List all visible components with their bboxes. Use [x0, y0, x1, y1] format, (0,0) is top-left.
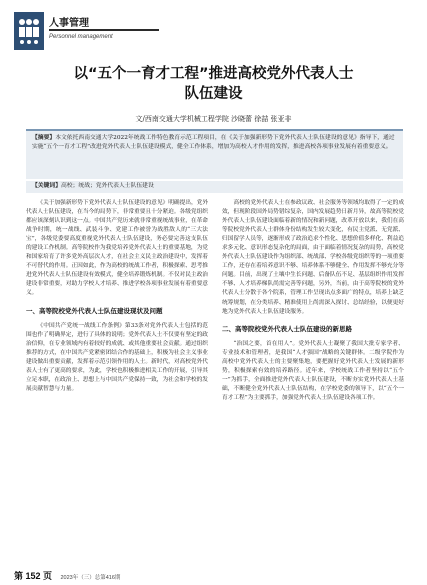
keywords-text: 高校；统战；党外代表人士队伍建设: [61, 183, 154, 189]
section-heading-2: 二、高等院校党外代表人士队伍建设的新思路: [222, 324, 352, 333]
section-subtitle: Personnel management: [49, 34, 113, 40]
paragraph: 高校的党外代表人士在参政议政、社会服务等领域均取得了一定的成效，但现阶段国外局势错综复杂，国内发展趋势日新月异，故高等院校党外代表人士队伍建设面临着新的情况和新问题，改革开放以来，我们在高等院校党外代表人士群体身份结构发生较大变化，有民主党派、无党派、归国留学人员等，逐渐形成了政治追求个性化、思想价值多样化、利益追求多元化、意识形态复杂化的局面，由于面临着情况复杂的局势，高校党外代表人士队伍建设作为组织部、统战部、学校各级党组织等的一项重要工作，还存在着培养意识不够、培养体系不够健全、作用发挥不够充分等问题。目前，出现了土壤中生长问题、后备队伍不足、基层组织作用发挥不够、人才培养梯队尚需完善等问题，另外，当前，由于高等院校的党外代表人士分散于各个院系，管理工作呈现出点多面广的特点，培养上缺乏统筹规划，在分类培养、精准使用上尚需深入探讨、总结经验，以便更好地为党外代表人士队伍建设服务。: [222, 200, 405, 315]
keywords-box: [26, 181, 403, 193]
issue-info: 2023年（三）总第416期: [60, 575, 121, 581]
abstract-label: 【摘要】: [32, 135, 56, 141]
section-title: 人事管理: [49, 18, 89, 29]
section-header: [14, 10, 194, 52]
section-heading-1: 一、高等院校党外代表人士队伍建设现状及问题: [26, 306, 163, 315]
paragraph: “治国之要，首在用人”。党外代表人士凝聚了我国大批专家学者、专业技术和管理者，是我国“人才强国”战略的关键群体。二级学院作为高校中党外代表人士的主要聚集地，要把握好党外代表人士发展的新形势，积极探索有效的培养路径。近年来，学校统战工作者坚持以“五个一”为抓手，全面推进党外代表人士队伍建设，不断夯实党外代表人士基础，不断健全党外代表人士队伍结构，在学校党委的领导下，以“五个一育才工程”为主要抓手，加强党外代表人士队伍建设各项工作。: [222, 340, 404, 401]
title-line-1: 以“五个一育才工程”推进高校党外代表人士: [73, 66, 354, 82]
abstract-text: 本文依托西南交通大学2022年统战工作特色教育示范工程项目，在《关于加强新形势下党外代表人士队伍建设的意见》指导下，通过实施“五个一育才工程”改进党外代表人士队伍建设模式，健全工作体系，增加为高校人才作用的发挥，推进高校各项事业发展有着重要意义。: [32, 135, 395, 151]
paragraph: 《中国共产党统一战线工作条例》第33条对党外代表人士包括的范围也作了明确界定，进行了具体的说明；党外代表人士不仅要有坚定的政治信仰，在专业领域内有着较好的成就、或其他重要社会贡献。通过组织推荐的方式，在中国共产党紧密团结合作的基础上，积极为社会主义事业建设做出重要贡献，发挥着示范引领作用的人士。新时代，对高校党外代表人士有了更高的要求，为此，学校也积极推进相关工作的开展，引导其立足本职，在政治上、思想上与中国共产党保持一致，为社会和学校的发展贡献智慧与力量。: [26, 322, 208, 392]
personnel-logo-icon: [14, 12, 44, 50]
page-number: 第 152 页: [14, 571, 53, 581]
right-column: [222, 199, 404, 403]
page-footer: [14, 566, 120, 584]
byline: 文/西南交通大学机械工程学院 沙晓蕾 徐喆 张亚非: [135, 115, 292, 123]
left-column: [26, 199, 208, 394]
section-divider: [49, 29, 159, 31]
abstract-box: [26, 129, 403, 179]
article-title: [30, 64, 397, 104]
paragraph: 《关于加强新形势下党外代表人士队伍建设的意见》明确提出，党外代表人士队伍建设，在当今的局势下，非常重要且十分紧迫。各级党组织都应该深刻认识到这一点。中国共产党历来就非常重视统战事业，在革命战争时期，统一战线、武装斗争、党建工作被誉为战胜敌人的“三大法宝”，各级党委要高度重视党外代表人士队伍建设，务必要完善这支队伍的建设工作机制。高等院校作为我党培养党外代表人士的重要基地，为党和国家培育了许多党外高层次人才，在社会主义民主政治建设中，发挥着不可替代的作用。正因如此，作为高校的统战工作者，积极探索、思考推进党外代表人士队伍建设有效模式，健全培养锻炼机制。不仅对民主政治建设非常重要，对助力学校人才培养、推进学校各项事业发展有着重要意义。: [26, 200, 209, 297]
keywords-label: 【关键词】: [32, 183, 61, 189]
title-line-2: 队伍建设: [184, 86, 243, 102]
